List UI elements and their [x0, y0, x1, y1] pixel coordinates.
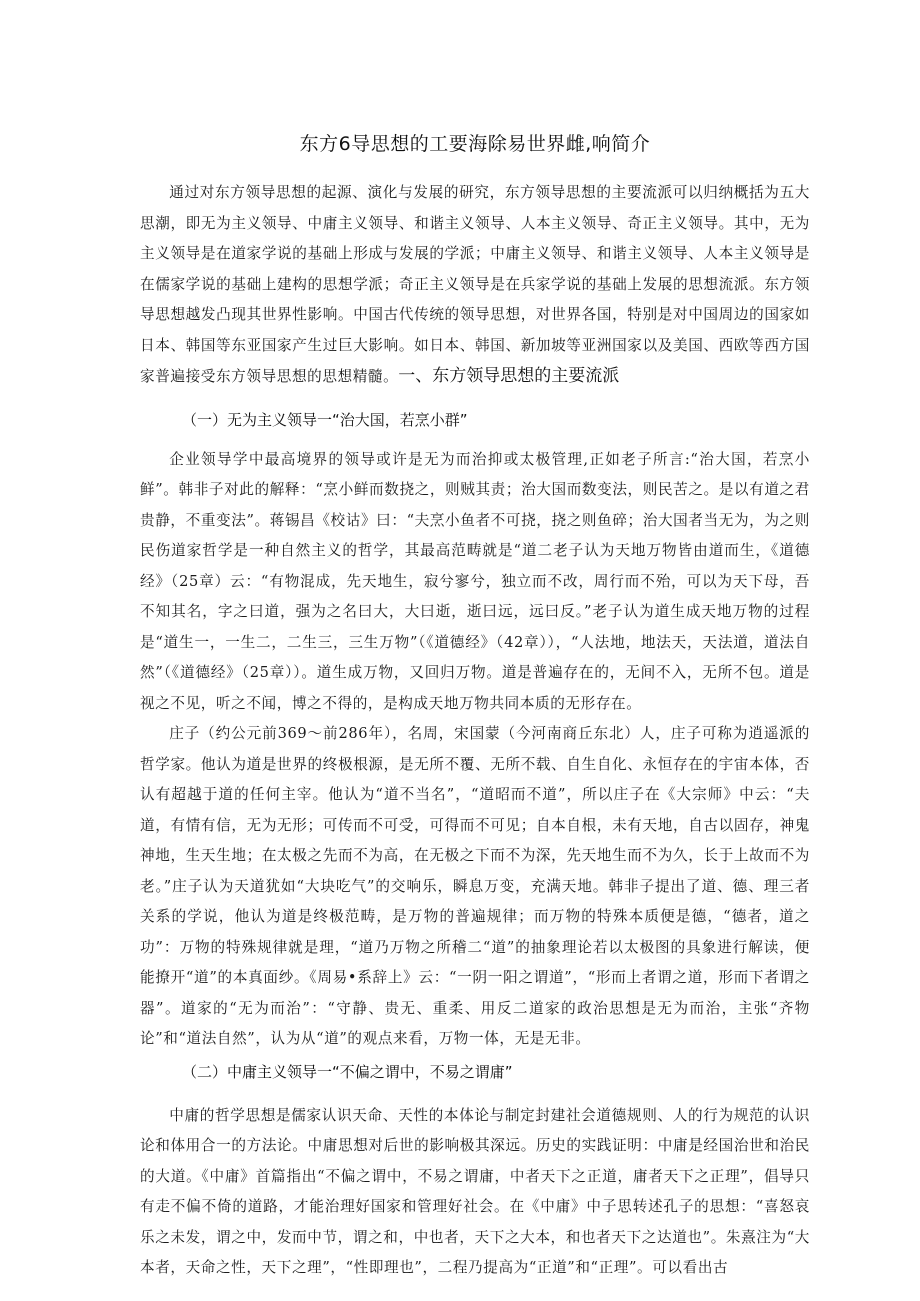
- document-title: 东方6导思想的工要海除易世界雌,响简介: [299, 133, 651, 155]
- zhongyong-paragraph: 中庸的哲学思想是儒家认识天命、天性的本体论与制定封建社会道德规则、人的行为规范的认识论和体用合一的方法论。中庸思想对后世的影响极其深远。历史的实践证明：中庸是经国治世和治民的大道。《中庸》首篇指出“不偏之谓中，不易之谓庸，中者天下之正道，庸者天下之正理”，倡导只有走不偏不倚的道路，才能治理好国家和管理好社会。在《中庸》中子思转述孔子的思想：“喜怒哀乐之未发，谓之中，发而中节，谓之和，中也者，天下之大本，和也者天下之达道也”。朱熹注为“大本者，天命之性，天下之理”，“性即理也”，二程乃提高为“正道”和“正理”。可以看出古: [140, 1106, 810, 1276]
- intro-text: 通过对东方领导思想的起源、演化与发展的研究，东方领导思想的主要流派可以归纳概括为五大思潮，即无为主义领导、中庸主义领导、和谐主义领导、人本主义领导、奇正主义领导。其中，无为主义领导是在道家学说的基础上形成与发展的学派；中庸主义领导、和谐主义领导、人本主义领导是在儒家学说的基础上建构的思想学派；奇正主义领导是在兵家学说的基础上发展的思想流派。东方领导思想越发凸现其世界性影响。中国古代传统的领导思想，对世界各国，特别是对中国周边的国家如日本、韩国等东亚国家产生过巨大影响。如日本、韩国、新加坡等亚洲国家以及美国、西欧等西方国家普遍接受东方领导思想的思想精髓。: [140, 184, 810, 385]
- wuwei-paragraph-laozi: 企业领导学中最高境界的领导或许是无为而治抑或太极管理,正如老子所言:“治大国，若烹小鲜”。韩非子对此的解释：“烹小鲜而数挠之，则贼其责；治大国而数变法，则民苦之。是以有道之君贵静，不重变法”。蒋锡昌《校诂》曰：“夫烹小鱼者不可挠，挠之则鱼碎；治大国者当无为，为之则民伤道家哲学是一种自然主义的哲学，其最高范畴就是“道二老子认为天地万物皆由道而生，《道德经》（25章）云：“有物混成，先天地生，寂兮寥兮，独立而不改，周行而不殆，可以为天下母，吾不知其名，字之曰道，强为之名曰大，大曰逝，逝曰远，远曰反。”老子认为道生成天地万物的过程是“道生一，一生二，二生三，三生万物”（《道德经》（42章）），“人法地，地法天，天法道，道法自然”（《道德经》（25章））。道生成万物，又回归万物。道是普遍存在的，无间不入，无所不包。道是视之不见，听之不闻，博之不得的，是构成天地万物共同本质的无形存在。: [140, 450, 810, 712]
- intro-paragraph: [140, 178, 810, 393]
- section-heading-main-schools: 一、东方领导思想的主要流派: [398, 366, 620, 386]
- subsection-heading-wuwei: （一）无为主义领导一“治大国，若烹小群”: [182, 410, 468, 429]
- subsection-heading-zhongyong: （二）中庸主义领导一“不偏之谓中，不易之谓庸”: [182, 1062, 513, 1081]
- wuwei-paragraph-zhuangzi: 庄子（约公元前369〜前286年），名周，宋国蒙（今河南商丘东北）人，庄子可称为逍遥派的哲学家。他认为道是世界的终极根源，是无所不覆、无所不载、自生自化、永恒存在的宇宙本体，否认有超越于道的任何主宰。他认为“道不当名”，“道昭而不道”，所以庄子在《大宗师》中云：“夫道，有情有信，无为无形；可传而不可受，可得而不可见；自本自根，未有天地，自古以固存，神鬼神地，生天生地；在太极之先而不为高，在无极之下而不为深，先天地生而不为久，长于上故而不为老。”庄子认为天道犹如“大块吃气”的交响乐，瞬息万变，充满天地。韩非子提出了道、德、理三者关系的学说，他认为道是终极范畴，是万物的普遍规律；而万物的特殊本质便是德，“德者，道之功”：万物的特殊规律就是理，“道乃万物之所稽二“道”的抽象理论若以太极图的具象进行解读，便能撩开“道”的本真面纱。《周易•系辞上》云：“一阴一阳之谓道”，“形而上者谓之道，形而下者谓之器”。道家的“无为而治”：“守静、贵无、重柔、用反二道家的政治思想是无为而治，主张“齐物论”和“道法自然”，认为从“道”的观点来看，万物一体，无是无非。: [140, 725, 810, 1047]
